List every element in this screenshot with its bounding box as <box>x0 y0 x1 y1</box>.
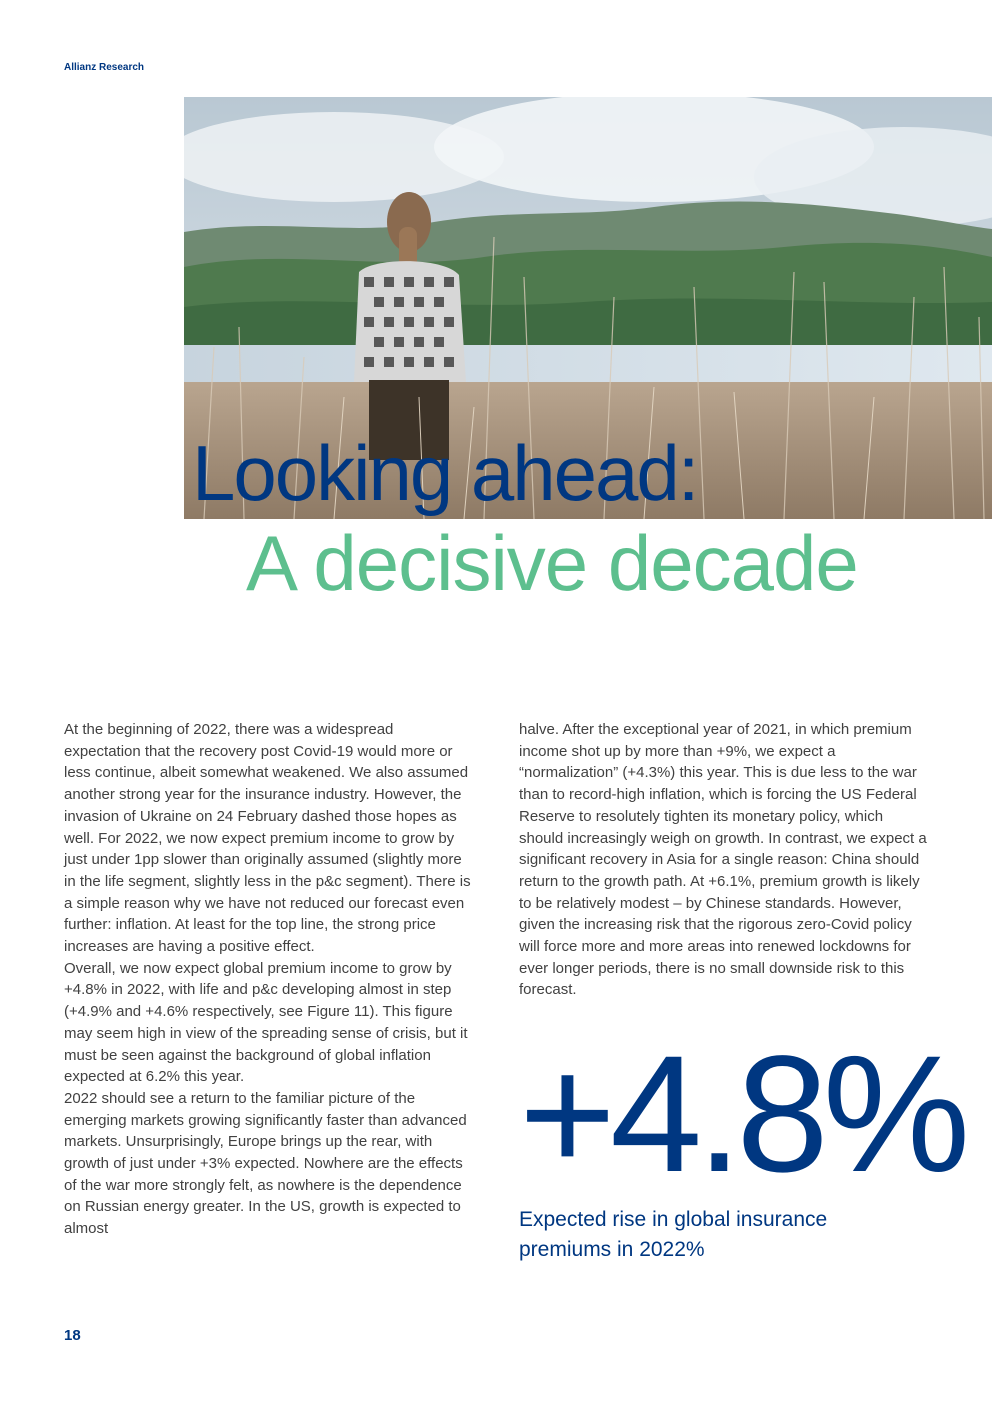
page-number: 18 <box>64 1327 81 1344</box>
body-right-column <box>519 719 931 1001</box>
publisher-label: Allianz Research <box>64 62 145 73</box>
paragraph: 2022 should see a return to the familiar picture of the emerging markets growing significantly faster than advanced markets. Unsurprisingly, Europe brings up the rear, with growth of just under +3% expected. Nowhere are the effects of the war more strongly felt, as nowhere is the dependence on Russian energy greater. In the US, growth is expected to almost <box>64 1089 467 1238</box>
title-line-2: A decisive decade <box>246 519 858 607</box>
highlight-value: +4.8% <box>519 1022 965 1207</box>
paragraph: halve. After the exceptional year of 2021, in which premium income shot up by more than +9%, we expect a “normalization” (+4.3%) this year. This is due less to the war than to record-high inflation, which is forcing the US Federal Reserve to resolutely tighten its monetary policy, which should increasingly weigh on growth. In contrast, we expect a significant recovery in Asia for a single reason: China should return to the growth path. At +6.1%, premium growth is likely to be relatively modest – by Chinese standards. However, given the increasing risk that the rigorous zero-Covid policy will force more and more areas into renewed lockdowns for ever longer periods, there is no small downside risk to this forecast. <box>519 721 927 999</box>
title-line-1: Looking ahead: <box>192 429 698 517</box>
highlight-caption: Expected rise in global insurance premiums in 2022% <box>519 1208 828 1261</box>
paragraph: Overall, we now expect global premium income to grow by +4.8% in 2022, with life and p&c developing almost in step (+4.9% and +4.6% respectively, see Figure 11). This figure may seem high in view of the spreading sense of crisis, but it must be seen against the background of global inflation expected at 6.2% this year. <box>64 959 468 1086</box>
paragraph: At the beginning of 2022, there was a widespread expectation that the recovery post Covid-19 would more or less continue, albeit somewhat weakened. We also assumed another strong year for the insurance industry. However, the invasion of Ukraine on 24 February dashed those hopes as well. For 2022, we now expect premium income to grow by just under 1pp slower than originally assumed (slightly more in the life segment, slightly less in the p&c segment). There is a simple reason why we have not reduced our forecast even further: inflation. At least for the top line, the strong price increases are having a positive effect. <box>64 721 471 956</box>
body-left-column <box>64 719 474 1240</box>
